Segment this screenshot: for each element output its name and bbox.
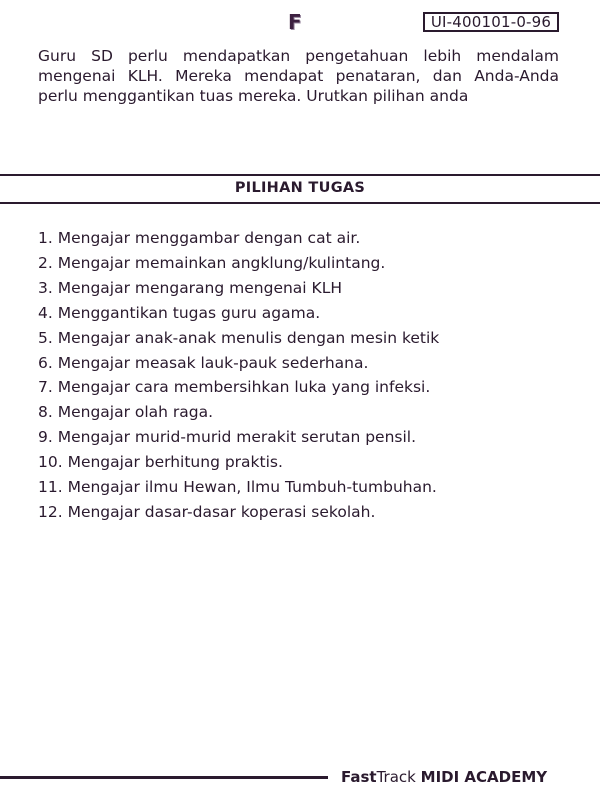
task-item-4: 4. Menggantikan tugas guru agama. [38, 303, 321, 322]
footer-brand-track: Track [376, 768, 416, 786]
task-item-12: 12. Mengajar dasar-dasar koperasi sekolah. [38, 502, 376, 521]
task-item-10: 10. Mengajar berhitung praktis. [38, 453, 283, 472]
task-item-8: 8. Mengajar olah raga. [38, 403, 214, 422]
task-list [38, 226, 439, 525]
task-item-2: 2. Mengajar memainkan angklung/kulintang. [38, 253, 386, 272]
form-letter: F [288, 10, 302, 34]
task-item-5: 5. Mengajar anak-anak menulis dengan mesin ketik [38, 328, 440, 347]
instruction-paragraph: Guru SD perlu mendapatkan pengetahuan lebih mendalam mengenai KLH. Mereka mendapat penataran, dan Anda-Anda perlu menggantikan tuas mereka. Urutkan pilihan anda [38, 47, 559, 105]
task-item-1: 1. Mengajar menggambar dengan cat air. [38, 229, 361, 247]
task-item-9: 9. Mengajar murid-murid merakit serutan pensil. [38, 428, 417, 447]
form-code-box: UI-400101-0-96 [423, 12, 559, 32]
section-title: PILIHAN TUGAS [234, 180, 366, 196]
section-divider-top [0, 174, 600, 176]
footer-brand-fast: Fast [341, 768, 377, 786]
footer-brand-academy: MIDI ACADEMY [420, 768, 548, 786]
task-item-11: 11. Mengajar ilmu Hewan, Ilmu Tumbuh-tumbuhan. [38, 478, 437, 497]
footer-brand [341, 767, 547, 787]
footer-rule [0, 776, 328, 779]
section-divider-bottom [0, 202, 600, 204]
task-item-3: 3. Mengajar mengarang mengenai KLH [38, 278, 342, 297]
task-item-7: 7. Mengajar cara membersihkan luka yang infeksi. [38, 378, 431, 397]
task-item-6: 6. Mengajar measak lauk-pauk sederhana. [38, 353, 369, 372]
